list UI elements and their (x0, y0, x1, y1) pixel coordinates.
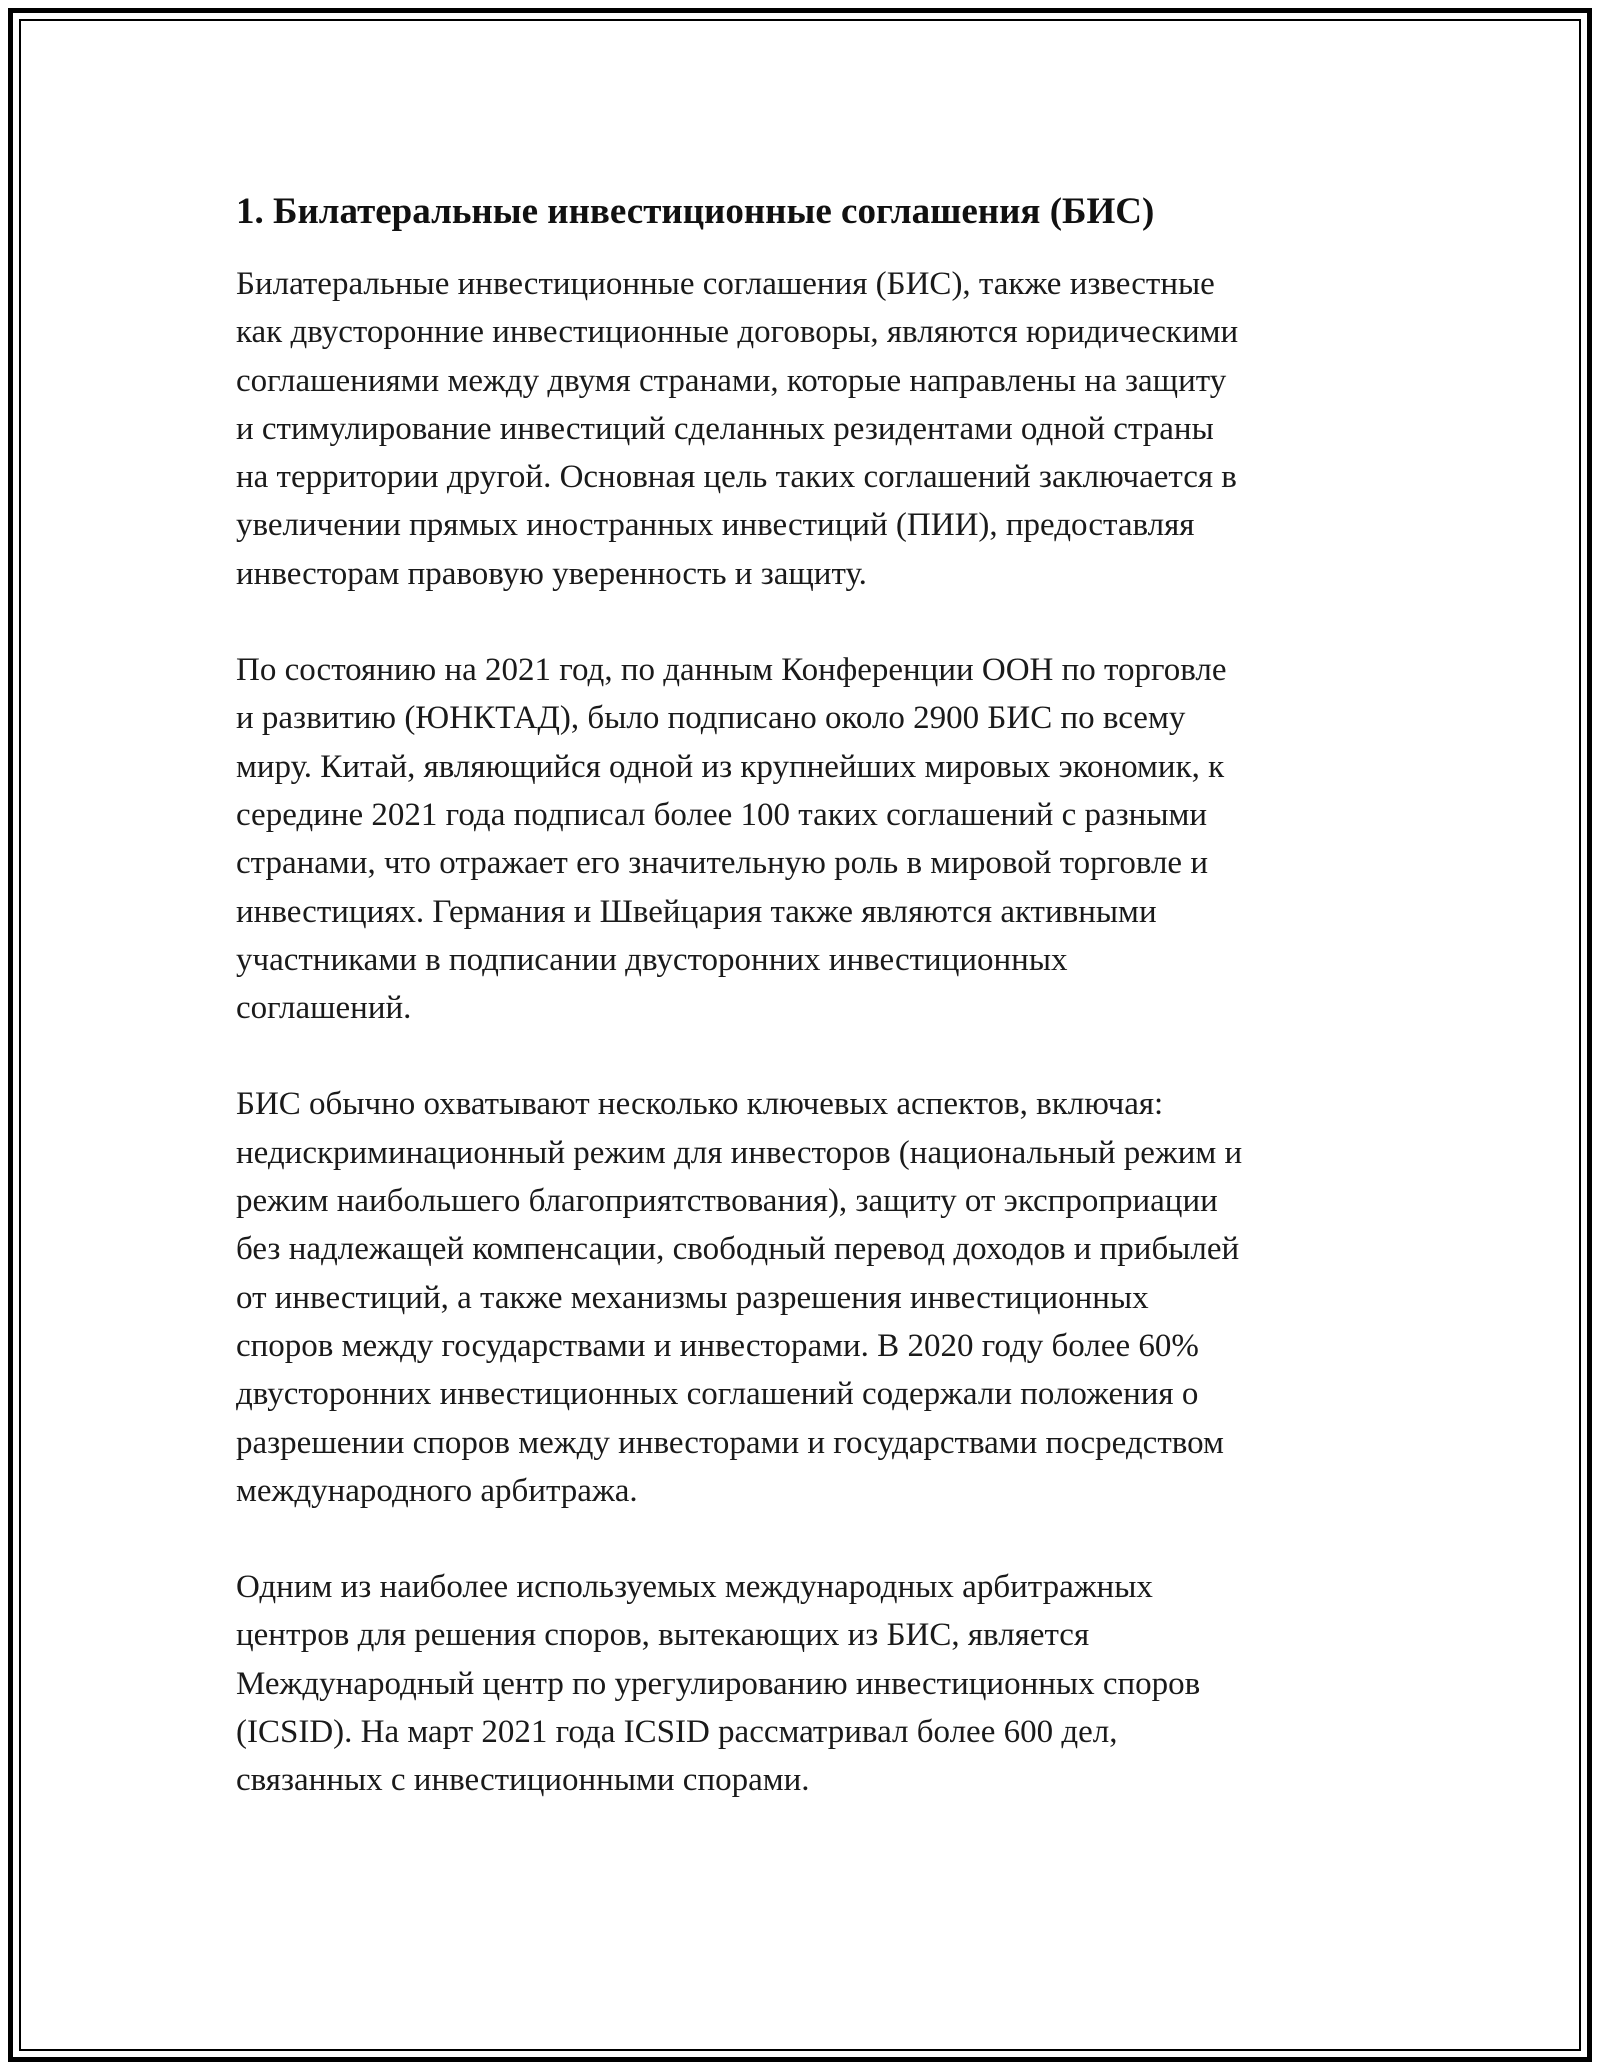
text-line: увеличении прямых иностранных инвестиций (ПИИ), предоставляя (236, 507, 1195, 544)
text-line: соглашениями между двумя странами, которые направлены на защиту (236, 362, 1227, 399)
text-line: Одним из наиболее используемых международных арбитражных (236, 1569, 1153, 1606)
text-line: от инвестиций, а также механизмы разрешения инвестиционных (236, 1279, 1149, 1316)
text-line: Международный центр по урегулированию инвестиционных споров (236, 1665, 1201, 1702)
text-line: По состоянию на 2021 год, по данным Конференции ООН по торговле (236, 652, 1227, 689)
text-line: режим наибольшего благоприятствования), защиту от экспроприации (236, 1183, 1218, 1220)
paragraph-1 (236, 260, 1376, 598)
text-line: участниками в подписании двусторонних инвестиционных (236, 941, 1068, 978)
text-line: середине 2021 года подписал более 100 таких соглашений с разными (236, 796, 1208, 833)
text-line: и стимулирование инвестиций сделанных резидентами одной страны (236, 410, 1214, 447)
section-heading: 1. Билатеральные инвестиционные соглашения (БИС) (236, 191, 1155, 232)
text-line: (ICSID). На март 2021 года ICSID рассматривал более 600 дел, (236, 1714, 1118, 1751)
text-line: на территории другой. Основная цель таких соглашений заключается в (236, 459, 1237, 496)
text-line: споров между государствами и инвесторами. В 2020 году более 60% (236, 1327, 1199, 1364)
document-body (236, 186, 1376, 1853)
text-line: миру. Китай, являющийся одной из крупнейших мировых экономик, к (236, 748, 1225, 785)
text-line: без надлежащей компенсации, свободный перевод доходов и прибылей (236, 1231, 1240, 1268)
text-line: соглашений. (236, 990, 412, 1027)
text-line: и развитию (ЮНКТАД), было подписано около 2900 БИС по всему (236, 700, 1186, 737)
text-line: международного арбитража. (236, 1472, 638, 1509)
text-line: двусторонних инвестиционных соглашений содержали положения о (236, 1376, 1199, 1413)
text-line: БИС обычно охватывают несколько ключевых аспектов, включая: (236, 1086, 1164, 1123)
text-line: странами, что отражает его значительную роль в мировой торговле и (236, 845, 1208, 882)
paragraph-3 (236, 1080, 1376, 1515)
paragraph-2 (236, 646, 1376, 1032)
text-line: инвестициях. Германия и Швейцария также являются активными (236, 893, 1157, 930)
paragraph-4 (236, 1563, 1376, 1804)
text-line: разрешении споров между инвесторами и государствами посредством (236, 1424, 1224, 1461)
text-line: как двусторонние инвестиционные договоры, являются юридическими (236, 314, 1239, 351)
text-line: Билатеральные инвестиционные соглашения (БИС), также известные (236, 266, 1215, 302)
text-line: инвесторам правовую уверенность и защиту. (236, 555, 867, 592)
text-line: связанных с инвестиционными спорами. (236, 1762, 810, 1799)
text-line: недискриминационный режим для инвесторов (национальный режим и (236, 1134, 1243, 1171)
text-line: центров для решения споров, вытекающих из БИС, является (236, 1617, 1090, 1654)
